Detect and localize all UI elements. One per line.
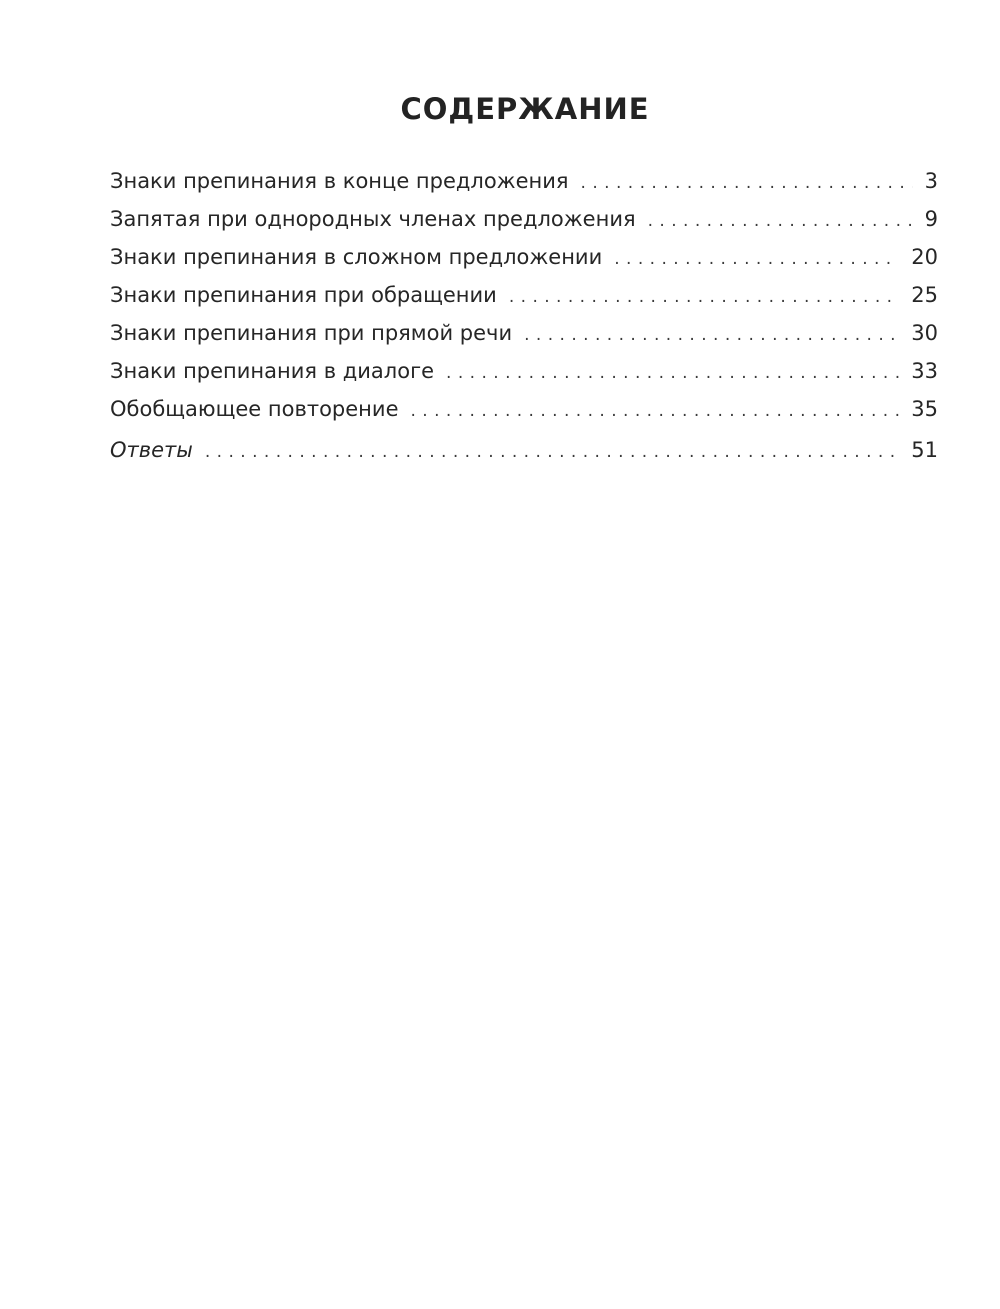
toc-entry-page: 30 — [911, 321, 938, 345]
dot-leader — [648, 202, 913, 240]
toc-entry — [110, 314, 938, 352]
toc-entry-answers — [110, 431, 938, 469]
table-of-contents — [110, 162, 938, 469]
toc-entry-label: Знаки препинания в диалоге — [110, 359, 435, 383]
toc-entry-page: 51 — [911, 438, 938, 462]
toc-entry — [110, 238, 938, 276]
dot-leader — [614, 240, 899, 278]
dot-leader — [581, 164, 913, 202]
toc-entry-page: 33 — [911, 359, 938, 383]
toc-entry-page: 20 — [911, 245, 938, 269]
toc-entry-page: 9 — [924, 207, 938, 231]
dot-leader — [205, 433, 899, 471]
dot-leader — [509, 278, 899, 316]
toc-entry-page: 25 — [911, 283, 938, 307]
toc-entry — [110, 162, 938, 200]
toc-entry-label: Знаки препинания в сложном предложении — [110, 245, 603, 269]
dot-leader — [410, 392, 899, 430]
toc-entry-label: Знаки препинания при прямой речи — [110, 321, 513, 345]
toc-entry-label: Знаки препинания в конце предложения — [110, 169, 569, 193]
toc-entry — [110, 352, 938, 390]
toc-entry — [110, 276, 938, 314]
toc-entry — [110, 200, 938, 238]
toc-entry — [110, 390, 938, 428]
toc-entry-page: 3 — [924, 169, 938, 193]
toc-entry-page: 35 — [911, 397, 938, 421]
toc-entry-label: Запятая при однородных членах предложения — [110, 207, 636, 231]
page-title: СОДЕРЖАНИЕ — [400, 92, 650, 126]
toc-entry-label: Ответы — [110, 438, 193, 462]
dot-leader — [446, 354, 899, 392]
toc-entry-label: Обобщающее повторение — [110, 397, 399, 421]
dot-leader — [524, 316, 899, 354]
toc-entry-label: Знаки препинания при обращении — [110, 283, 497, 307]
